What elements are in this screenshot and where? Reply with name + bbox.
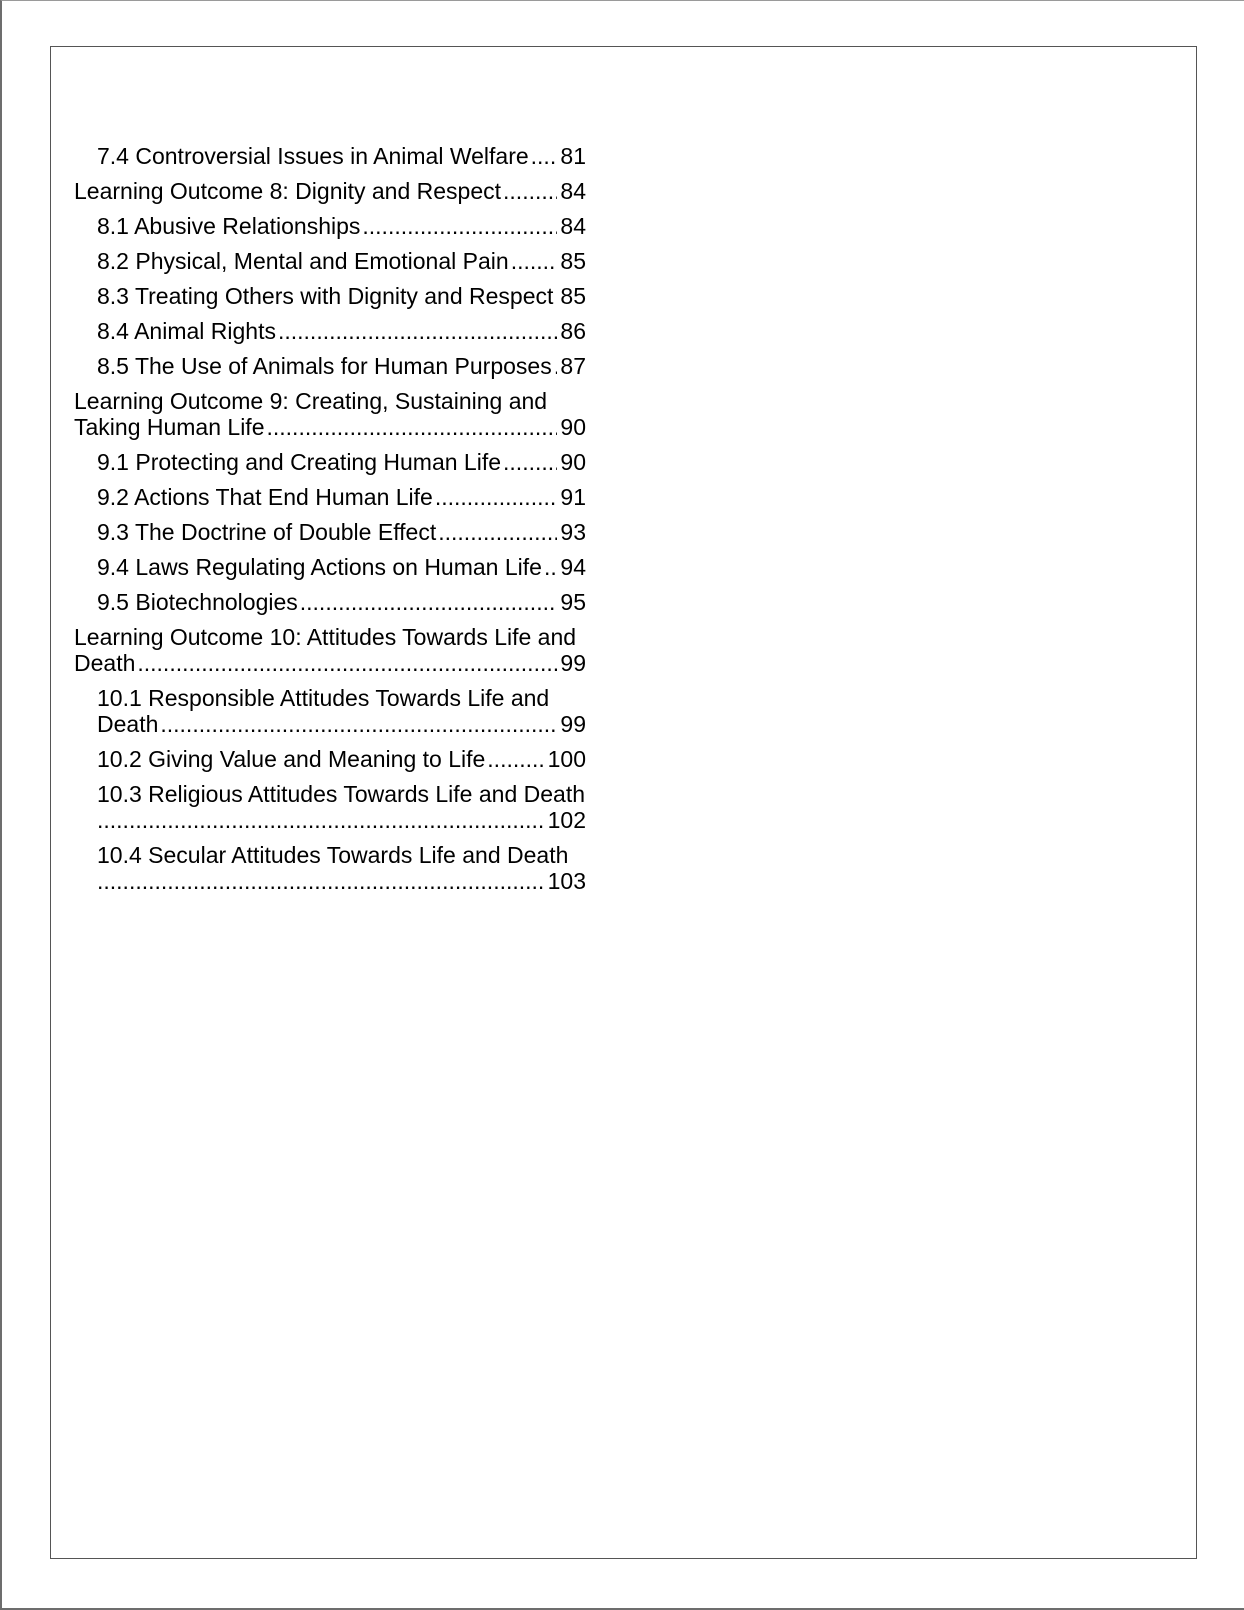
toc-entry-title: 8.4 Animal Rights xyxy=(97,318,276,344)
dot-leader xyxy=(554,353,558,379)
toc-entry-last-line xyxy=(74,414,586,440)
toc-entry-last-line xyxy=(74,178,586,204)
toc-entry[interactable] xyxy=(74,519,586,545)
toc-entry[interactable] xyxy=(74,178,586,204)
toc-entry[interactable] xyxy=(74,624,586,676)
toc-entry[interactable] xyxy=(74,484,586,510)
toc-entry-last-line xyxy=(97,449,586,475)
toc-entry-last-line xyxy=(97,353,586,379)
toc-page-number: 84 xyxy=(560,178,586,204)
toc-page-number: 94 xyxy=(560,554,586,580)
dot-leader xyxy=(278,318,557,344)
dot-leader xyxy=(531,143,558,169)
dot-leader xyxy=(503,449,557,475)
toc-entry-last-line xyxy=(97,213,586,239)
toc-page-number: 93 xyxy=(560,519,586,545)
toc-page-number: 90 xyxy=(560,449,586,475)
toc-entry[interactable] xyxy=(74,283,586,309)
toc-entry[interactable] xyxy=(74,685,586,737)
toc-page-number: 103 xyxy=(547,868,586,894)
toc-entry-title: 10.2 Giving Value and Meaning to Life xyxy=(97,746,486,772)
toc-entry-last-line xyxy=(97,807,586,833)
toc-page-number: 99 xyxy=(560,711,586,737)
toc-entry-title: 8.3 Treating Others with Dignity and Respect xyxy=(97,283,554,309)
toc-entry[interactable] xyxy=(74,842,586,894)
toc-entry-title: 8.2 Physical, Mental and Emotional Pain xyxy=(97,248,509,274)
dot-leader xyxy=(435,484,558,510)
toc-entry-last-line xyxy=(97,283,586,309)
dot-leader xyxy=(267,414,558,440)
toc-page-number: 100 xyxy=(547,746,586,772)
toc-entry-title-line: 10.3 Religious Attitudes Towards Life and Death xyxy=(97,781,585,807)
toc-entry-title-line: Learning Outcome 9: Creating, Sustaining and xyxy=(74,388,548,414)
dot-leader xyxy=(97,807,545,833)
toc-page-number: 99 xyxy=(560,650,586,676)
toc-entry[interactable] xyxy=(74,213,586,239)
toc-page-number: 87 xyxy=(560,353,586,379)
toc-entry-title: Death xyxy=(74,650,136,676)
dot-leader xyxy=(362,213,557,239)
toc-entry[interactable] xyxy=(74,248,586,274)
toc-entry-last-line xyxy=(97,484,586,510)
toc-page-number: 90 xyxy=(560,414,586,440)
dot-leader xyxy=(555,283,557,309)
toc-entry-last-line xyxy=(97,143,586,169)
toc-page-number: 86 xyxy=(560,318,586,344)
dot-leader xyxy=(487,746,544,772)
toc-page-number: 102 xyxy=(547,807,586,833)
toc-page-number: 85 xyxy=(560,248,586,274)
toc-entry-title-line: 10.1 Responsible Attitudes Towards Life and xyxy=(97,685,550,711)
toc-entry[interactable] xyxy=(74,589,586,615)
dot-leader xyxy=(160,711,557,737)
toc-entry[interactable] xyxy=(74,746,586,772)
toc-entry-title-line: Learning Outcome 10: Attitudes Towards Life and xyxy=(74,624,577,650)
toc-entry-last-line xyxy=(97,711,586,737)
toc-page-number: 95 xyxy=(560,589,586,615)
toc-entry-title: 7.4 Controversial Issues in Animal Welfare xyxy=(97,143,529,169)
toc-entry-last-line xyxy=(97,318,586,344)
toc-entry-title-line: 10.4 Secular Attitudes Towards Life and Death xyxy=(97,842,569,868)
toc-entry-title: Taking Human Life xyxy=(74,414,265,440)
toc-entry-title: Death xyxy=(97,711,159,737)
toc-page-number: 84 xyxy=(560,213,586,239)
table-of-contents xyxy=(74,143,586,894)
toc-entry-last-line xyxy=(74,650,586,676)
toc-entry[interactable] xyxy=(74,318,586,344)
toc-entry-title: 9.4 Laws Regulating Actions on Human Life xyxy=(97,554,542,580)
toc-entry-last-line xyxy=(97,519,586,545)
toc-entry-title: 9.5 Biotechnologies xyxy=(97,589,298,615)
toc-entry[interactable] xyxy=(74,449,586,475)
dot-leader xyxy=(137,650,557,676)
toc-entry-title: Learning Outcome 8: Dignity and Respect xyxy=(74,178,502,204)
toc-entry-title: 8.5 The Use of Animals for Human Purposes xyxy=(97,353,552,379)
dot-leader xyxy=(503,178,557,204)
toc-entry[interactable] xyxy=(74,781,586,833)
toc-entry[interactable] xyxy=(74,353,586,379)
toc-entry-title: 8.1 Abusive Relationships xyxy=(97,213,361,239)
toc-entry-title: 9.1 Protecting and Creating Human Life xyxy=(97,449,502,475)
toc-entry[interactable] xyxy=(74,388,586,440)
toc-entry-title: 9.3 The Doctrine of Double Effect xyxy=(97,519,437,545)
dot-leader xyxy=(97,868,545,894)
toc-page-number: 81 xyxy=(560,143,586,169)
toc-entry-last-line xyxy=(97,589,586,615)
toc-page-number: 85 xyxy=(560,283,586,309)
dot-leader xyxy=(300,589,558,615)
toc-entry-last-line xyxy=(97,868,586,894)
toc-entry[interactable] xyxy=(74,143,586,169)
dot-leader xyxy=(438,519,557,545)
dot-leader xyxy=(511,248,558,274)
toc-page-number: 91 xyxy=(560,484,586,510)
toc-entry[interactable] xyxy=(74,554,586,580)
toc-entry-last-line xyxy=(97,248,586,274)
toc-entry-last-line xyxy=(97,746,586,772)
toc-entry-title: 9.2 Actions That End Human Life xyxy=(97,484,433,510)
dot-leader xyxy=(544,554,557,580)
toc-entry-last-line xyxy=(97,554,586,580)
